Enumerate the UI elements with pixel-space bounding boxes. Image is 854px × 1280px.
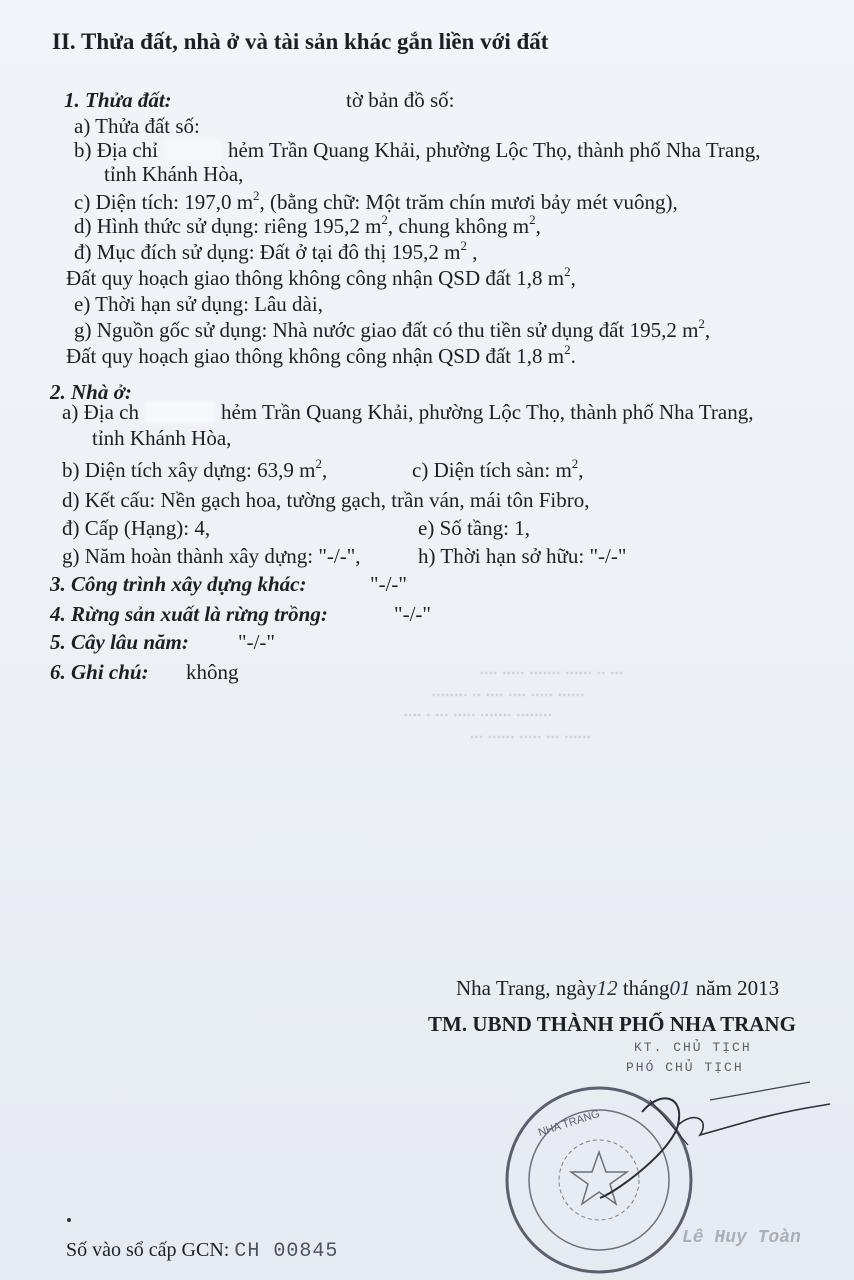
redacted-area	[164, 139, 222, 161]
bleed-through-text: ... ...... ..... ... ......	[470, 722, 592, 742]
section-title: II. Thửa đất, nhà ở và tài sản khác gắn liền với đất	[52, 29, 549, 54]
house-floor-area: c) Diện tích sàn: $m^2$,	[412, 456, 584, 482]
house-floors: e) Số tầng: 1,	[418, 516, 530, 540]
land-planning-note: Đất quy hoạch giao thông không công nhận QSD đất 1,8 $m^2$,	[66, 264, 576, 290]
bleed-through-text: ........ .. .... .... ..... ......	[432, 680, 585, 700]
land-usage-purpose: đ) Mục đích sử dụng: Đất ở tại đô thị 195,2 $m^2$ ,	[74, 238, 478, 264]
signer-subtitle-stamp: PHÓ CHỦ TỊCH	[626, 1060, 744, 1075]
ink-dot	[67, 1218, 71, 1222]
bleed-through-text: .... ..... ....... ...... .. ...	[480, 658, 624, 678]
place-date: Nha Trang, ngày12 tháng01 năm 2013	[456, 976, 780, 1000]
gcn-register-number: Số vào sổ cấp GCN: CH 00845	[66, 1239, 339, 1263]
house-building-area: b) Diện tích xây dựng: 63,9 $m^2$,	[62, 456, 328, 482]
perennial-trees-label: 5. Cây lâu năm:	[50, 630, 189, 654]
house-grade: đ) Cấp (Hạng): 4,	[62, 516, 211, 540]
signer-name: Lê Huy Toàn	[682, 1228, 801, 1248]
land-address: b) Địa chỉ hẻm Trần Quang Khải, phường Lộc Thọ, thành phố Nha Trang,	[74, 138, 761, 162]
land-origin-note: Đất quy hoạch giao thông không công nhận QSD đất 1,8 $m^2$.	[66, 342, 576, 368]
bleed-through-text: .... . ... ..... ....... ........	[404, 700, 553, 720]
notes-value: không	[186, 660, 239, 684]
production-forest-label: 4. Rừng sản xuất là rừng trồng:	[50, 602, 328, 626]
land-address-line2: tỉnh Khánh Hòa,	[104, 162, 244, 186]
notes-label: 6. Ghi chú:	[50, 660, 149, 684]
handwritten-signature	[560, 1080, 840, 1200]
house-address: a) Địa ch hẻm Trần Quang Khải, phường Lộc Thọ, thành phố Nha Trang,	[62, 400, 754, 424]
svg-text:NHA TRANG: NHA TRANG	[536, 1107, 602, 1140]
land-heading: 1. Thửa đất:	[64, 88, 172, 112]
redacted-area	[145, 401, 215, 423]
land-area: c) Diện tích: 197,0 $m^2$, (bằng chữ: Một trăm chín mươi bảy mét vuông),	[74, 188, 678, 214]
production-forest-value: "-/-"	[394, 602, 431, 626]
land-parcel-number: a) Thửa đất số:	[74, 114, 200, 138]
house-address-line2: tỉnh Khánh Hòa,	[92, 426, 232, 450]
other-construction-value: "-/-"	[370, 572, 407, 596]
perennial-trees-value: "-/-"	[238, 630, 275, 654]
issuing-authority: TM. UBND THÀNH PHỐ NHA TRANG	[428, 1012, 796, 1036]
land-origin: g) Nguồn gốc sử dụng: Nhà nước giao đất có thu tiền sử dụng đất 195,2 $m^2$,	[74, 316, 711, 342]
other-construction-label: 3. Công trình xây dựng khác:	[50, 572, 307, 596]
signer-title-stamp: KT. CHỦ TỊCH	[634, 1040, 752, 1055]
house-completion-year: g) Năm hoàn thành xây dựng: "-/-",	[62, 544, 361, 568]
land-map-sheet: tờ bản đồ số:	[346, 88, 455, 112]
land-usage-term: e) Thời hạn sử dụng: Lâu dài,	[74, 292, 323, 316]
house-ownership-term: h) Thời hạn sở hữu: "-/-"	[418, 544, 627, 568]
house-heading: 2. Nhà ở:	[50, 380, 132, 404]
land-usage-form: d) Hình thức sử dụng: riêng 195,2 $m^2$, chung không $m^2$,	[74, 212, 541, 238]
house-structure: d) Kết cấu: Nền gạch hoa, tường gạch, trần ván, mái tôn Fibro,	[62, 488, 590, 512]
